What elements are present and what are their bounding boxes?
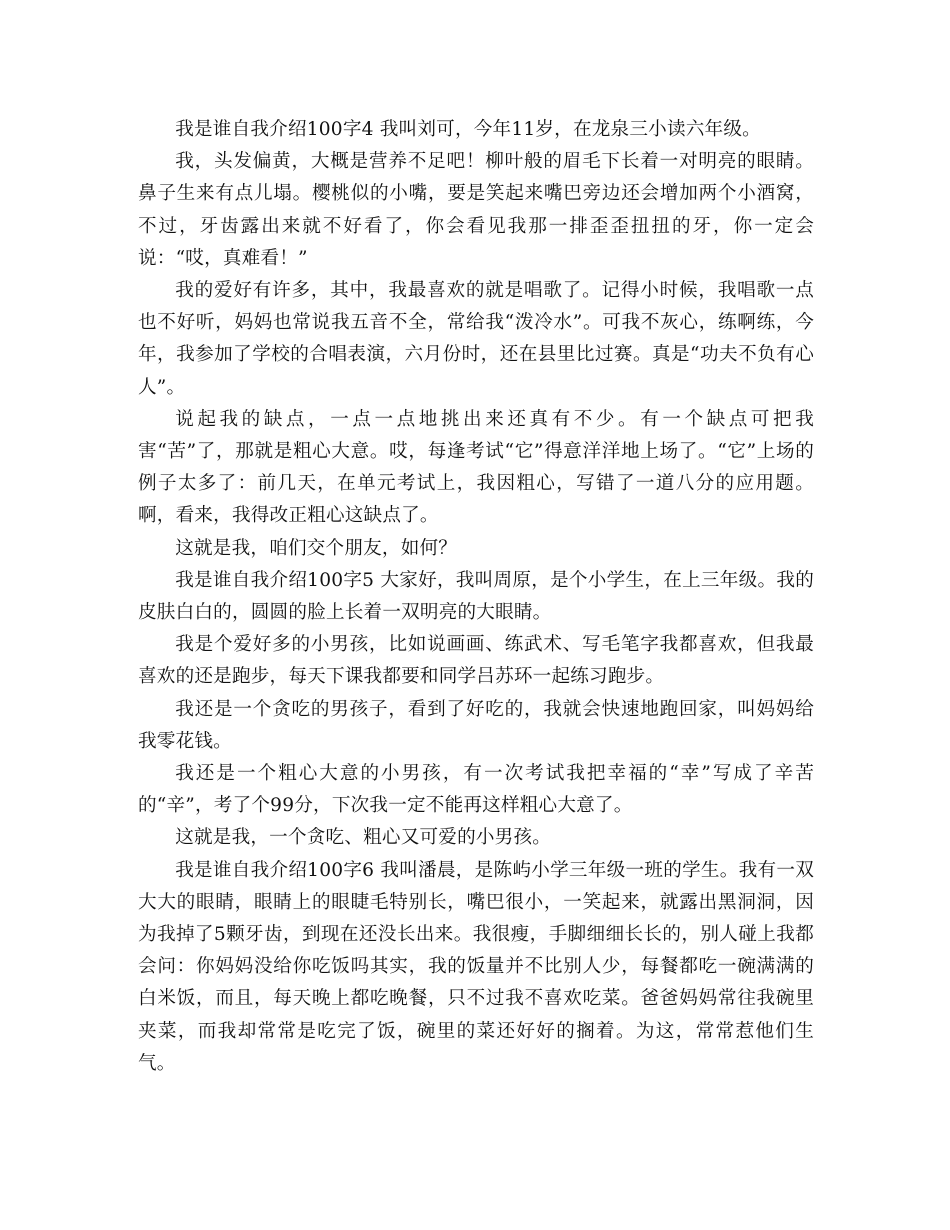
paragraph-7: 我是个爱好多的小男孩，比如说画画、练武术、写毛笔字我都喜欢，但我最喜欢的还是跑步，每天下课我都要和同学吕苏环一起练习跑步。 [138,634,814,688]
paragraph-4: 说起我的缺点，一点一点地挑出来还真有不少。有一个缺点可把我害“苦”了，那就是粗心大意。哎，每逢考试“它”得意洋洋地上场了。“它”上场的例子太多了：前几天，在单元考试上，我因粗心，写错了一道八分的应用题。啊，看来，我得改正粗心这缺点了。 [138,408,814,527]
paragraph-6: 我是谁自我介绍100字5 大家好，我叫周原，是个小学生，在上三年级。我的皮肤白白的，圆圆的脸上长着一双明亮的大眼睛。 [138,569,814,624]
paragraph-2: 我，头发偏黄，大概是营养不足吧！柳叶般的眉毛下长着一对明亮的眼睛。鼻子生来有点儿塌。樱桃似的小嘴，要是笑起来嘴巴旁边还会增加两个小酒窝，不过，牙齿露出来就不好看了，你会看见我那一排歪歪扭扭的牙，你一定会说：“哎，真难看！” [138,151,814,269]
paragraph-1: 我是谁自我介绍100字4 我叫刘可，今年11岁，在龙泉三小读六年级。 [175,119,761,140]
paragraph-8: 我还是一个贪吃的男孩子，看到了好吃的，我就会快速地跑回家，叫妈妈给我零花钱。 [138,698,814,752]
document-body [138,114,814,1080]
paragraph-5: 这就是我，咱们交个朋友，如何？ [175,537,458,559]
paragraph-10: 这就是我，一个贪吃、粗心又可爱的小男孩。 [175,827,552,849]
paragraph-11: 我是谁自我介绍100字6 我叫潘晨，是陈屿小学三年级一班的学生。我有一双大大的眼睛，眼睛上的眼睫毛特别长，嘴巴很小，一笑起来，就露出黑洞洞，因为我掉了5颗牙齿，到现在还没长出来。我很瘦，手脚细细长长的，别人碰上我都会问：你妈妈没给你吃饭吗其实，我的饭量并不比别人少，每餐都吃一碗满满的白米饭，而且，每天晚上都吃晚餐，只不过我不喜欢吃菜。爸爸妈妈常往我碗里夹菜，而我却常常是吃完了饭，碗里的菜还好好的搁着。为这，常常惹他们生气。 [138,859,814,1074]
paragraph-3: 我的爱好有许多，其中，我最喜欢的就是唱歌了。记得小时候，我唱歌一点也不好听，妈妈也常说我五音不全，常给我“泼冷水”。可我不灰心，练啊练，今年，我参加了学校的合唱表演，六月份时，还在县里比过赛。真是“功夫不负有心人”。 [138,280,814,398]
paragraph-9: 我还是一个粗心大意的小男孩，有一次考试我把幸福的“幸”写成了辛苦的“辛”，考了个99分，下次我一定不能再这样粗心大意了。 [138,763,814,817]
